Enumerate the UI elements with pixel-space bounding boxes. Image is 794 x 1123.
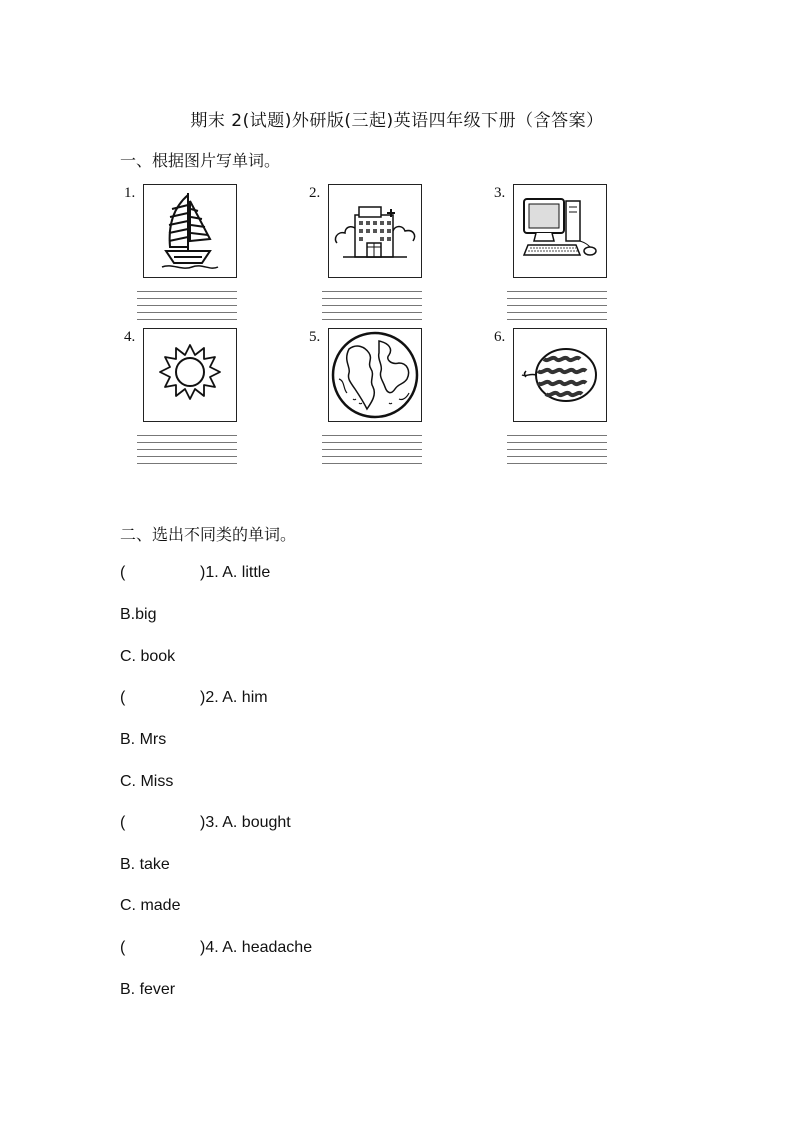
earth-icon (328, 328, 422, 422)
answer-blank[interactable]: ( (120, 564, 126, 581)
answer-lines (507, 429, 607, 464)
item-number: 2. (309, 185, 321, 201)
option-line: B. fever (120, 981, 176, 998)
question-text: )2. A. him (200, 689, 268, 706)
picture-item-1 (118, 180, 248, 320)
answer-lines (137, 285, 237, 320)
question-text: )3. A. bought (200, 814, 291, 831)
option-line: B.big (120, 606, 157, 623)
question-3-line (120, 814, 291, 832)
computer-icon (513, 184, 607, 278)
sailboat-icon (143, 184, 237, 278)
answer-lines (507, 285, 607, 320)
item-number: 6. (494, 329, 506, 345)
sun-icon (143, 328, 237, 422)
option-line: C. made (120, 897, 181, 914)
answer-blank[interactable]: ( (120, 814, 126, 831)
item-number: 1. (124, 185, 136, 201)
picture-item-4 (118, 324, 248, 464)
option-line: C. book (120, 648, 176, 665)
answer-blank[interactable]: ( (120, 939, 126, 956)
question-4-line (120, 939, 312, 957)
picture-item-5 (303, 324, 433, 464)
hospital-icon (328, 184, 422, 278)
document-title: 期末 2(试题)外研版(三起)英语四年级下册（含答案） (190, 111, 604, 131)
question-text: )4. A. headache (200, 939, 313, 956)
section-1-heading: 一、根据图片写单词。 (120, 151, 281, 170)
answer-lines (137, 429, 237, 464)
item-number: 5. (309, 329, 321, 345)
section-2-heading: 二、选出不同类的单词。 (120, 525, 297, 544)
answer-blank[interactable]: ( (120, 689, 126, 706)
option-line: B. take (120, 856, 170, 873)
question-1-line (120, 564, 270, 582)
option-line: C. Miss (120, 773, 174, 790)
item-number: 3. (494, 185, 506, 201)
item-number: 4. (124, 329, 136, 345)
picture-item-2 (303, 180, 433, 320)
answer-lines (322, 429, 422, 464)
picture-grid (118, 180, 618, 470)
answer-lines (322, 285, 422, 320)
picture-item-3 (488, 180, 618, 320)
watermelon-icon (513, 328, 607, 422)
question-text: )1. A. little (200, 564, 271, 581)
option-line: B. Mrs (120, 731, 167, 748)
question-2-line (120, 689, 268, 707)
picture-item-6 (488, 324, 618, 464)
